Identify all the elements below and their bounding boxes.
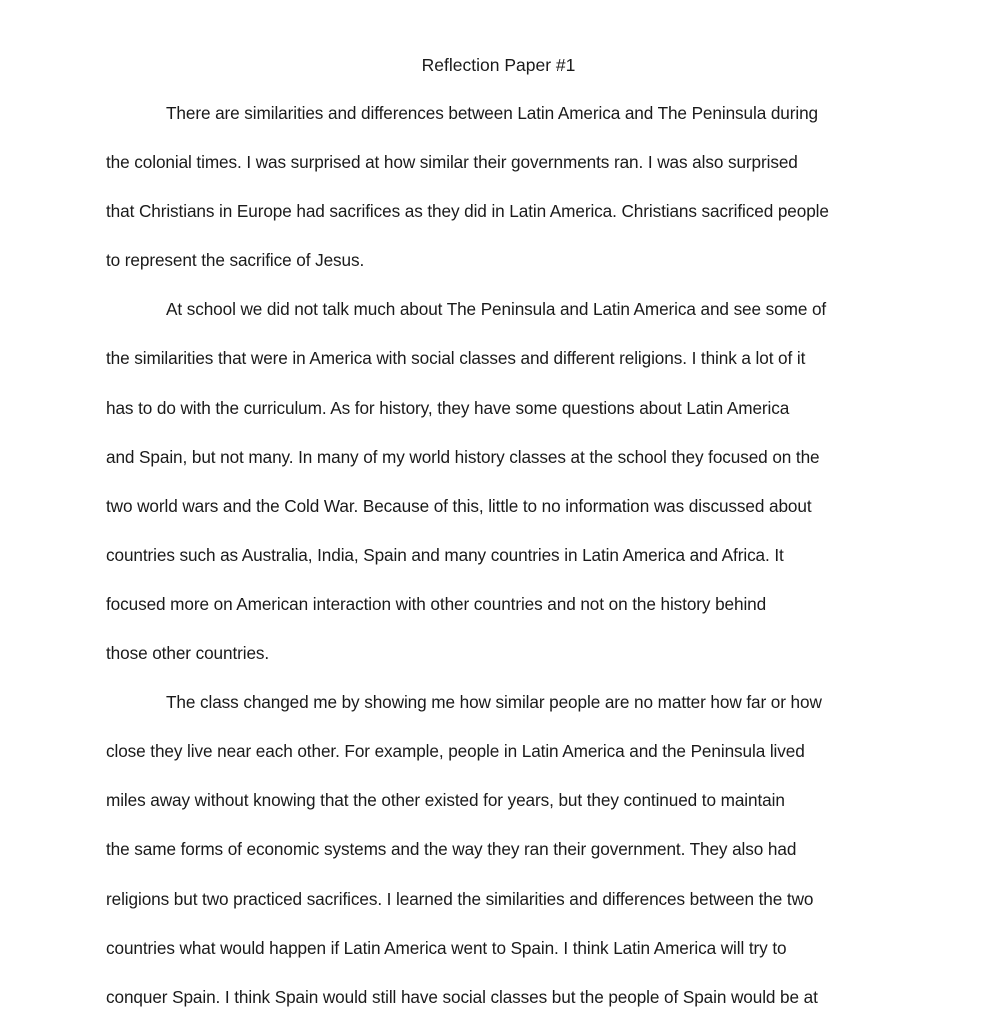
- text-line: has to do with the curriculum. As for history, they have some questions about Latin America: [106, 397, 790, 418]
- text-line: those other countries.: [106, 643, 270, 664]
- text-line: the colonial times. I was surprised at how similar their governments ran. I was also surprised: [106, 152, 798, 173]
- text-line: countries what would happen if Latin America went to Spain. I think Latin America will try to: [106, 937, 787, 958]
- text-line: two world wars and the Cold War. Because of this, little to no information was discussed about: [106, 495, 812, 516]
- paragraph-1: [106, 100, 896, 296]
- text-line: There are similarities and differences between Latin America and The Peninsula during: [166, 103, 819, 123]
- paragraph-2: [106, 296, 896, 689]
- text-line: focused more on American interaction with other countries and not on the history behind: [106, 593, 767, 614]
- text-line: close they live near each other. For example, people in Latin America and the Peninsula lived: [106, 741, 805, 762]
- text-line: conquer Spain. I think Spain would still have social classes but the people of Spain would be at: [106, 986, 818, 1007]
- text-line: religions but two practiced sacrifices. I learned the similarities and differences between the two: [106, 888, 814, 909]
- text-line: the same forms of economic systems and the way they ran their government. They also had: [106, 839, 797, 860]
- text-line: At school we did not talk much about The Peninsula and Latin America and see some of: [166, 299, 827, 320]
- document-title: Reflection Paper #1: [421, 55, 576, 75]
- text-line: that Christians in Europe had sacrifices as they did in Latin America. Christians sacrificed people: [106, 201, 829, 222]
- text-line: to represent the sacrifice of Jesus.: [106, 250, 365, 271]
- paragraph-3: [106, 689, 896, 1033]
- document-body: [106, 100, 896, 1033]
- text-line: miles away without knowing that the other existed for years, but they continued to maintain: [106, 790, 785, 811]
- text-line: The class changed me by showing me how similar people are no matter how far or how: [166, 692, 822, 713]
- text-line: countries such as Australia, India, Spain and many countries in Latin America and Africa. It: [106, 544, 784, 565]
- text-line: the similarities that were in America with social classes and different religions. I think a lot of it: [106, 348, 806, 369]
- text-line: and Spain, but not many. In many of my world history classes at the school they focused on the: [106, 446, 820, 467]
